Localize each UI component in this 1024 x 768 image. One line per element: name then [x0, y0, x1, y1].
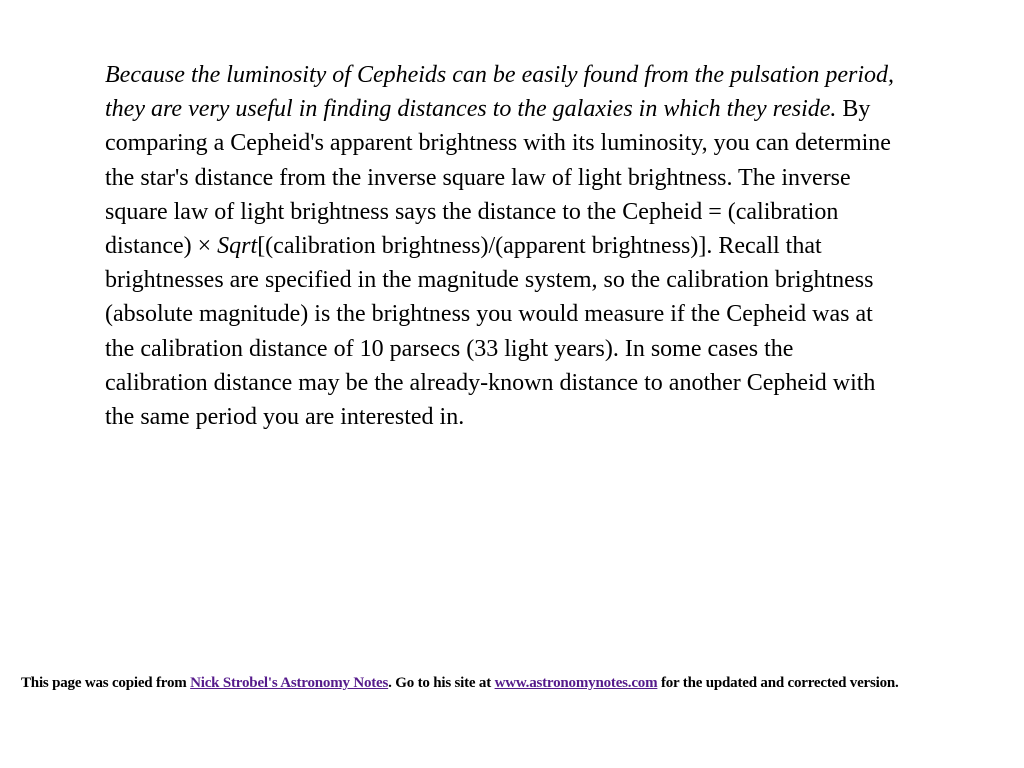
body-text-part-2: [(calibration brightness)/(apparent brightness)]. Recall that brightnesses are specified in the magnitude system, so the calibration brightness (absolute magnitude) is the brightness you would measure if the Cepheid was at the calibration distance of 10 parsecs (33 light years). In some cases the calibration distance may be the already-known distance to another Cepheid with the same period you are interested in. [105, 233, 876, 431]
lead-italic-sentence: Because the luminosity of Cepheids can be easily found from the pulsation period, they are very useful in finding distances to the galaxies in which they reside. [105, 62, 894, 123]
astronomy-notes-link[interactable]: Nick Strobel's Astronomy Notes [190, 675, 389, 691]
article-paragraph [105, 58, 895, 434]
sqrt-italic: Sqrt [217, 233, 258, 260]
footer-middle: . Go to his site at [388, 675, 495, 691]
attribution-footer [21, 672, 1024, 694]
footer-suffix: for the updated and corrected version. [657, 675, 899, 691]
body-text-part-1: By comparing a Cepheid's apparent brightness with its luminosity, you can determine the star's distance from the inverse square law of light brightness. The inverse square law of light brightness says the distance to the Cepheid = (calibration distance) × [105, 96, 891, 260]
footer-prefix: This page was copied from [21, 675, 191, 691]
astronomynotes-site-link[interactable]: www.astronomynotes.com [494, 675, 658, 691]
